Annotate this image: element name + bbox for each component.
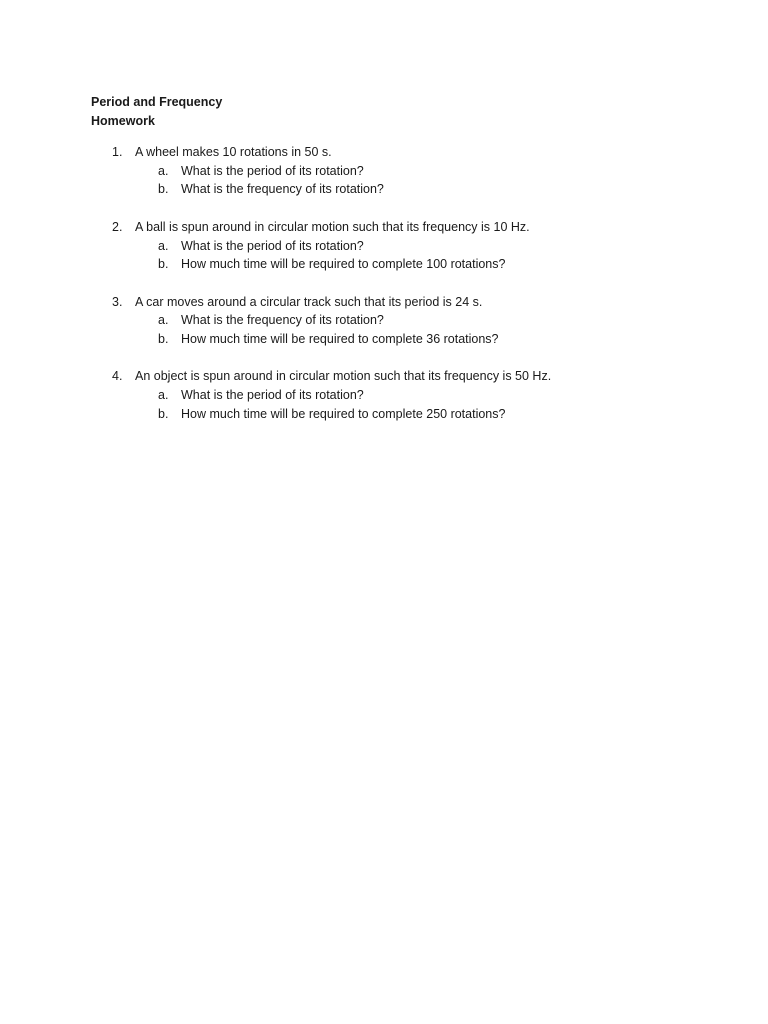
sub-question-text: How much time will be required to complete 100 rotations? (181, 257, 506, 272)
question-number: 4. (112, 369, 123, 384)
question-item (0, 143, 768, 199)
sub-question-item (0, 162, 768, 181)
sub-question-letter: b. (158, 332, 169, 346)
question-list (0, 143, 768, 442)
question-number: 1. (112, 145, 123, 159)
sub-question-item (0, 330, 768, 349)
sub-question-text: What is the period of its rotation? (181, 163, 364, 178)
sub-question-list (0, 386, 768, 423)
question-line (0, 367, 768, 386)
sub-question-text: What is the period of its rotation? (181, 388, 364, 403)
question-text: An object is spun around in circular motion such that its frequency is 50 Hz. (135, 369, 552, 384)
question-line (0, 218, 768, 237)
sub-question-letter: a. (158, 238, 169, 253)
sub-question-list (0, 311, 768, 348)
sub-question-letter: a. (158, 388, 169, 403)
sub-question-item (0, 405, 768, 424)
question-item (0, 218, 768, 274)
document-heading (91, 93, 222, 131)
sub-question-letter: b. (158, 182, 169, 197)
question-number: 3. (112, 294, 123, 309)
sub-question-item (0, 311, 768, 330)
sub-question-list (0, 162, 768, 199)
question-line (0, 143, 768, 162)
question-line (0, 293, 768, 312)
question-text: A ball is spun around in circular motion such that its frequency is 10 Hz. (135, 219, 530, 234)
sub-question-text: What is the period of its rotation? (181, 238, 364, 253)
sub-question-letter: b. (158, 406, 169, 421)
question-text: A car moves around a circular track such that its period is 24 s. (135, 294, 483, 309)
question-item (0, 293, 768, 349)
sub-question-text: How much time will be required to complete 250 rotations? (181, 406, 506, 421)
sub-question-text: What is the frequency of its rotation? (181, 313, 384, 328)
sub-question-letter: a. (158, 313, 169, 328)
sub-question-item (0, 255, 768, 274)
sub-question-list (0, 237, 768, 274)
document-title: Period and Frequency (91, 95, 223, 109)
sub-question-letter: b. (158, 257, 169, 272)
question-number: 2. (112, 219, 123, 234)
sub-question-item (0, 180, 768, 199)
sub-question-letter: a. (158, 163, 169, 178)
sub-question-item (0, 386, 768, 405)
sub-question-text: How much time will be required to complete 36 rotations? (181, 332, 499, 346)
sub-question-item (0, 237, 768, 256)
sub-question-text: What is the frequency of its rotation? (181, 182, 384, 197)
question-item (0, 367, 768, 423)
question-text: A wheel makes 10 rotations in 50 s. (135, 145, 332, 159)
document-subtitle: Homework (91, 114, 155, 128)
